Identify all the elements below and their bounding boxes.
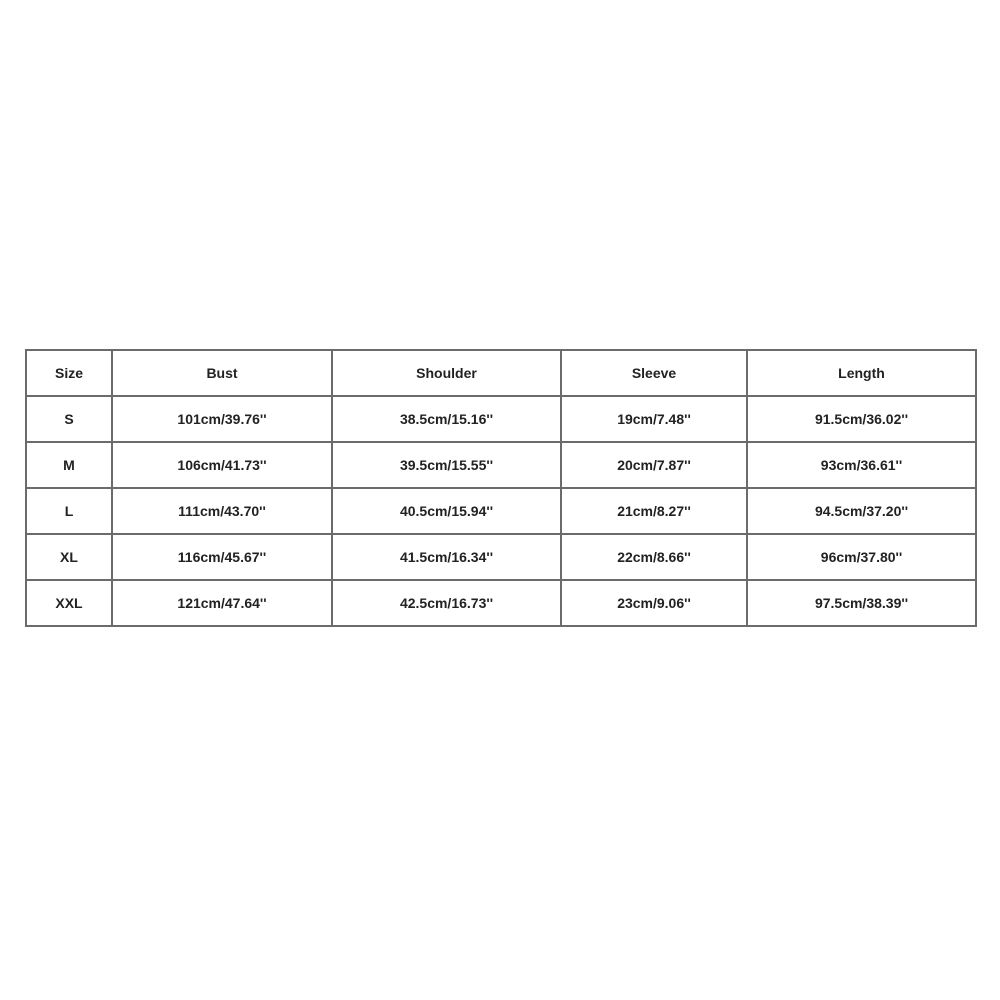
header-bust: Bust [112,350,332,396]
cell-bust: 106cm/41.73'' [112,442,332,488]
cell-shoulder: 41.5cm/16.34'' [332,534,561,580]
table-row [26,488,976,534]
cell-size: S [26,396,112,442]
table-row [26,534,976,580]
cell-size: M [26,442,112,488]
cell-bust: 121cm/47.64'' [112,580,332,626]
cell-length: 91.5cm/36.02'' [747,396,976,442]
cell-bust: 111cm/43.70'' [112,488,332,534]
header-size: Size [26,350,112,396]
cell-length: 93cm/36.61'' [747,442,976,488]
cell-shoulder: 39.5cm/15.55'' [332,442,561,488]
cell-sleeve: 20cm/7.87'' [561,442,747,488]
table-row [26,442,976,488]
cell-length: 96cm/37.80'' [747,534,976,580]
cell-sleeve: 21cm/8.27'' [561,488,747,534]
cell-size: L [26,488,112,534]
table-row [26,580,976,626]
cell-bust: 116cm/45.67'' [112,534,332,580]
header-length: Length [747,350,976,396]
cell-sleeve: 19cm/7.48'' [561,396,747,442]
size-chart-table [25,349,977,627]
cell-length: 97.5cm/38.39'' [747,580,976,626]
table-row [26,396,976,442]
cell-size: XXL [26,580,112,626]
cell-length: 94.5cm/37.20'' [747,488,976,534]
table-header-row [26,350,976,396]
header-sleeve: Sleeve [561,350,747,396]
cell-shoulder: 42.5cm/16.73'' [332,580,561,626]
cell-shoulder: 40.5cm/15.94'' [332,488,561,534]
header-shoulder: Shoulder [332,350,561,396]
cell-sleeve: 22cm/8.66'' [561,534,747,580]
cell-shoulder: 38.5cm/15.16'' [332,396,561,442]
cell-sleeve: 23cm/9.06'' [561,580,747,626]
cell-size: XL [26,534,112,580]
cell-bust: 101cm/39.76'' [112,396,332,442]
